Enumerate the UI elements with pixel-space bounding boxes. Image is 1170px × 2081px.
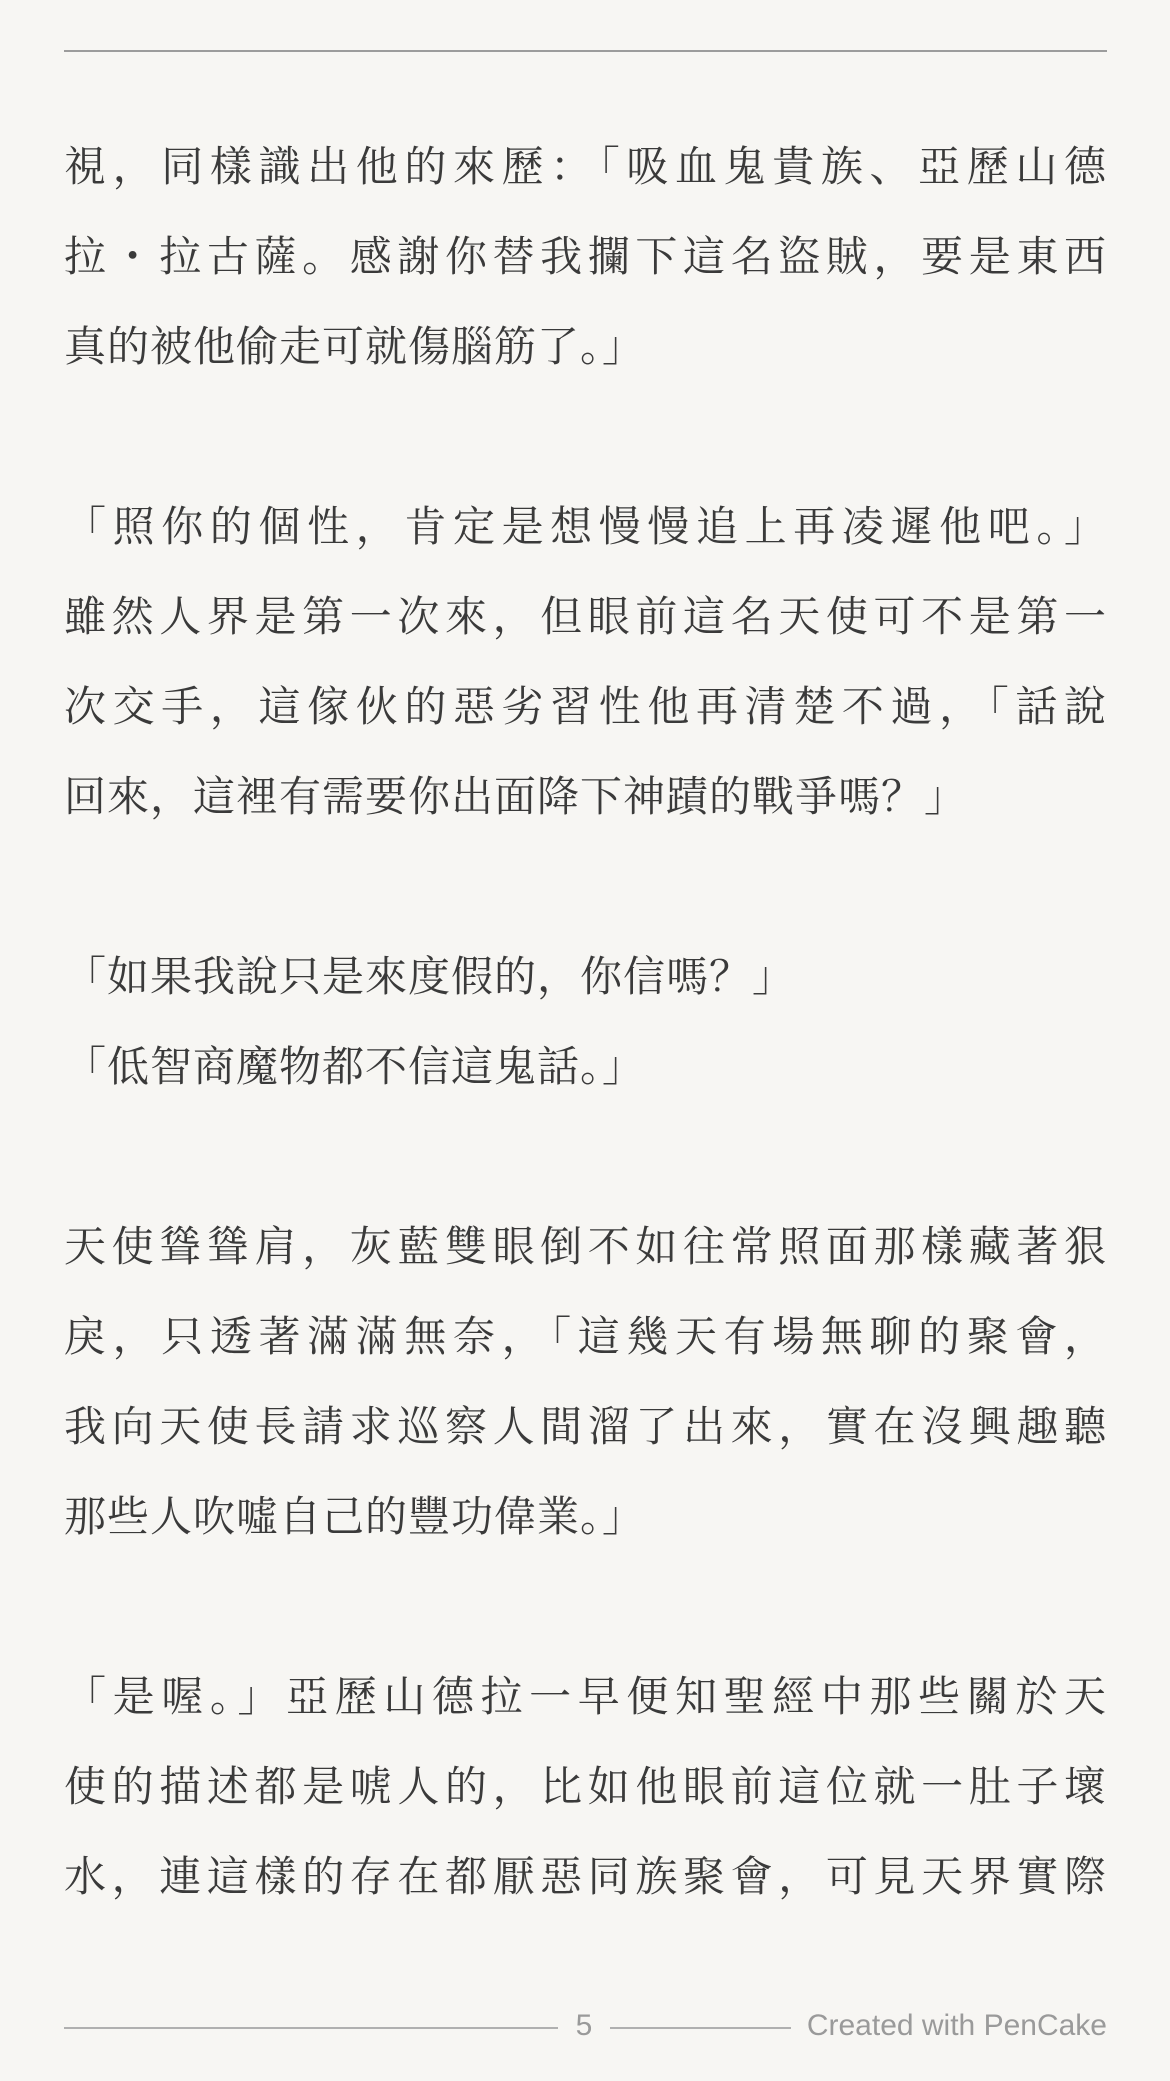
text-line: 我向天使長請求巡察人間溜了出來，實在沒興趣聽 — [64, 1402, 1107, 1451]
text-line: 「照你的個性，肯定是想慢慢追上再凌遲他吧。」 — [64, 502, 1107, 551]
text-line: 回來，這裡有需要你出面降下神蹟的戰爭嗎？」 — [64, 772, 968, 821]
text-line: 「如果我說只是來度假的，你信嗎？」 — [64, 952, 796, 1001]
text-line: 真的被他偷走可就傷腦筋了。」 — [64, 322, 646, 371]
text-line: 天使聳聳肩，灰藍雙眼倒不如往常照面那樣藏著狠 — [64, 1222, 1107, 1271]
text-line: 拉・拉古薩。感謝你替我攔下這名盜賊，要是東西 — [64, 232, 1107, 281]
app-credit: Created with PenCake — [806, 2009, 1107, 2042]
footer-divider-left — [64, 2027, 558, 2029]
page-footer — [64, 2000, 1107, 2052]
paragraph-5 — [64, 1652, 1107, 1922]
paragraph-1 — [64, 122, 1107, 392]
story-text — [64, 122, 1107, 2012]
text-line: 「低智商魔物都不信這鬼話。」 — [64, 1042, 646, 1091]
text-line: 水，連這樣的存在都厭惡同族聚會，可見天界實際 — [64, 1852, 1107, 1901]
text-line: 那些人吹噓自己的豐功偉業。」 — [64, 1492, 646, 1541]
paragraph-4 — [64, 1202, 1107, 1562]
text-line: 視，同樣識出他的來歷：「吸血鬼貴族、亞歷山德 — [64, 142, 1107, 191]
text-line: 雖然人界是第一次來，但眼前這名天使可不是第一 — [64, 592, 1107, 641]
paragraph-2 — [64, 482, 1107, 842]
paragraph-3 — [64, 932, 1107, 1112]
text-line: 「是喔。」亞歷山德拉一早便知聖經中那些關於天 — [64, 1672, 1107, 1721]
top-divider — [64, 50, 1107, 52]
text-line: 次交手，這傢伙的惡劣習性他再清楚不過，「話說 — [64, 682, 1107, 731]
text-line: 使的描述都是唬人的，比如他眼前這位就一肚子壞 — [64, 1762, 1107, 1811]
page-number: 5 — [575, 2009, 593, 2042]
footer-divider-right — [610, 2027, 791, 2029]
text-line: 戾，只透著滿滿無奈，「這幾天有場無聊的聚會， — [64, 1312, 1107, 1361]
